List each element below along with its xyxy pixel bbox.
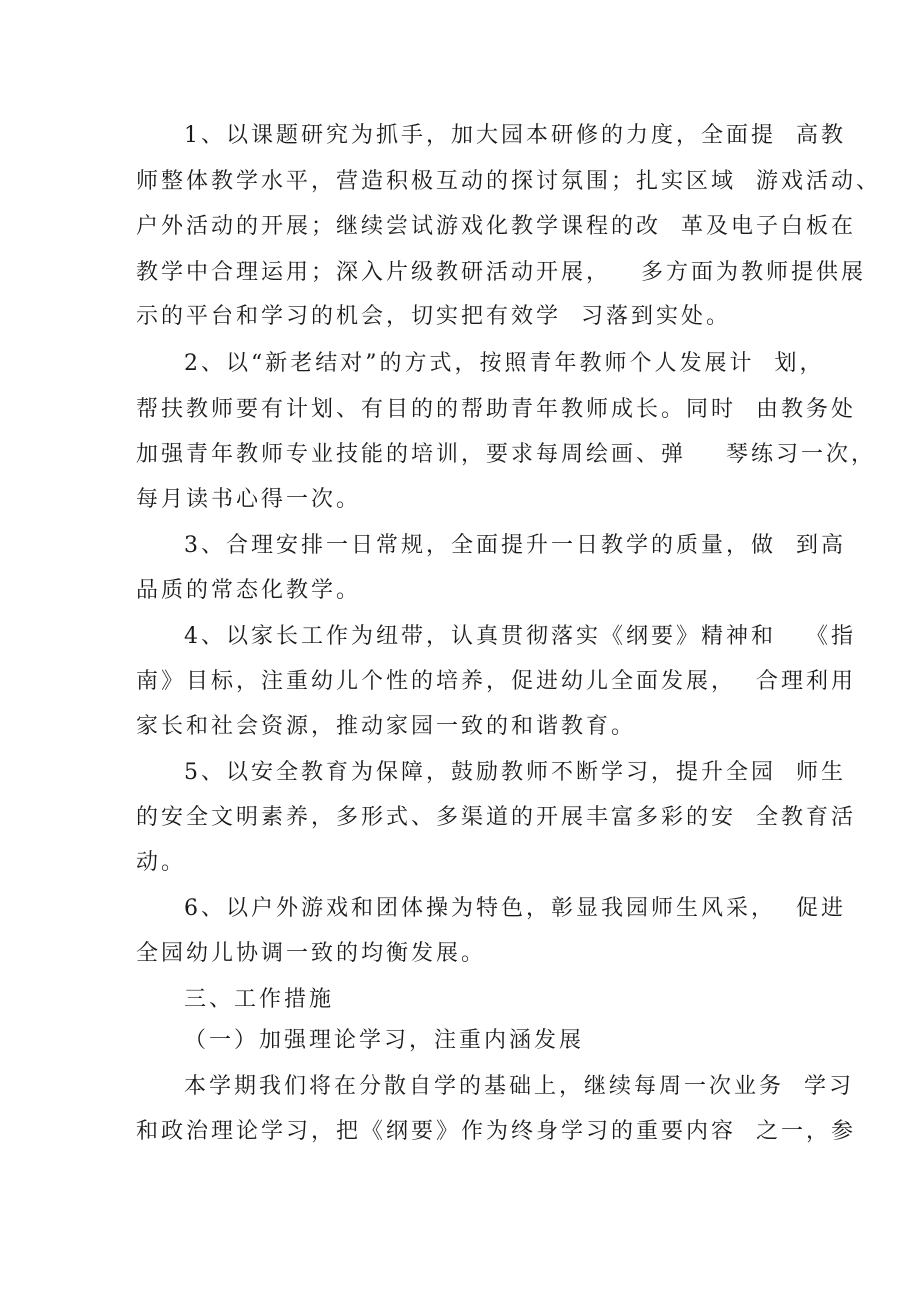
paragraph-3-line-2: 品质的常态化教学。 (136, 578, 362, 603)
paragraph-1-line-5: 示的平台和学习的机会，切实把有效学 习落到实处。 (136, 304, 731, 329)
paragraph-1-line-2: 师整体教学水平，营造积极互动的探讨氛围；扎实区域 游戏活动、 (136, 169, 881, 194)
paragraph-2-line-2: 帮扶教师要有计划、有目的的帮助青年教师成长。同时 由教务处 (136, 397, 856, 422)
paragraph-4-line-1: 4、以家长工作为纽带，认真贯彻落实《纲要》精神和 《指 (184, 624, 856, 649)
paragraph-3-line-1: 3、合理安排一日常规，全面提升一日教学的质量，做 到高 (184, 533, 846, 558)
paragraph-2-line-1: 2、以“新老结对”的方式，按照青年教师个人发展计 划， (184, 351, 825, 376)
paragraph-5-line-3: 动。 (136, 850, 187, 875)
closing-paragraph-line-1: 本学期我们将在分散自学的基础上，继续每周一次业务 学习 (184, 1074, 854, 1099)
paragraph-4-line-2: 南》目标，注重幼儿个性的培养，促进幼儿全面发展， 合理利用 (136, 669, 856, 694)
paragraph-4-line-3: 家长和社会资源，推动家园一致的和谐教育。 (136, 714, 637, 739)
closing-paragraph-line-2: 和政治理论学习，把《纲要》作为终身学习的重要内容 之一，参 (136, 1119, 856, 1144)
paragraph-2-line-3: 加强青年教师专业技能的培训，要求每周绘画、弹 琴练习一次， (136, 442, 876, 467)
paragraph-2-line-4: 每月读书心得一次。 (136, 487, 362, 512)
section-heading: 三、工作措施 (184, 987, 335, 1012)
subsection-heading: （一）加强理论学习，注重内涵发展 (184, 1028, 585, 1053)
paragraph-6-line-2: 全园幼儿协调一致的均衡发展。 (136, 941, 487, 966)
paragraph-1-line-1: 1、以课题研究为抓手，加大园本研修的力度，全面提 高教 (184, 123, 846, 148)
paragraph-5-line-2: 的安全文明素养，多形式、多渠道的开展丰富多彩的安 全教育活 (136, 805, 856, 830)
paragraph-6-line-1: 6、以户外游戏和团体操为特色，彰显我园师生风采， 促进 (184, 896, 846, 921)
paragraph-1-line-4: 教学中合理运用；深入片级教研活动开展， 多方面为教师提供展 (136, 260, 866, 285)
paragraph-1-line-3: 户外活动的开展；继续尝试游戏化教学课程的改 革及电子白板在 (136, 214, 856, 239)
paragraph-5-line-1: 5、以安全教育为保障，鼓励教师不断学习，提升全园 师生 (184, 760, 846, 785)
